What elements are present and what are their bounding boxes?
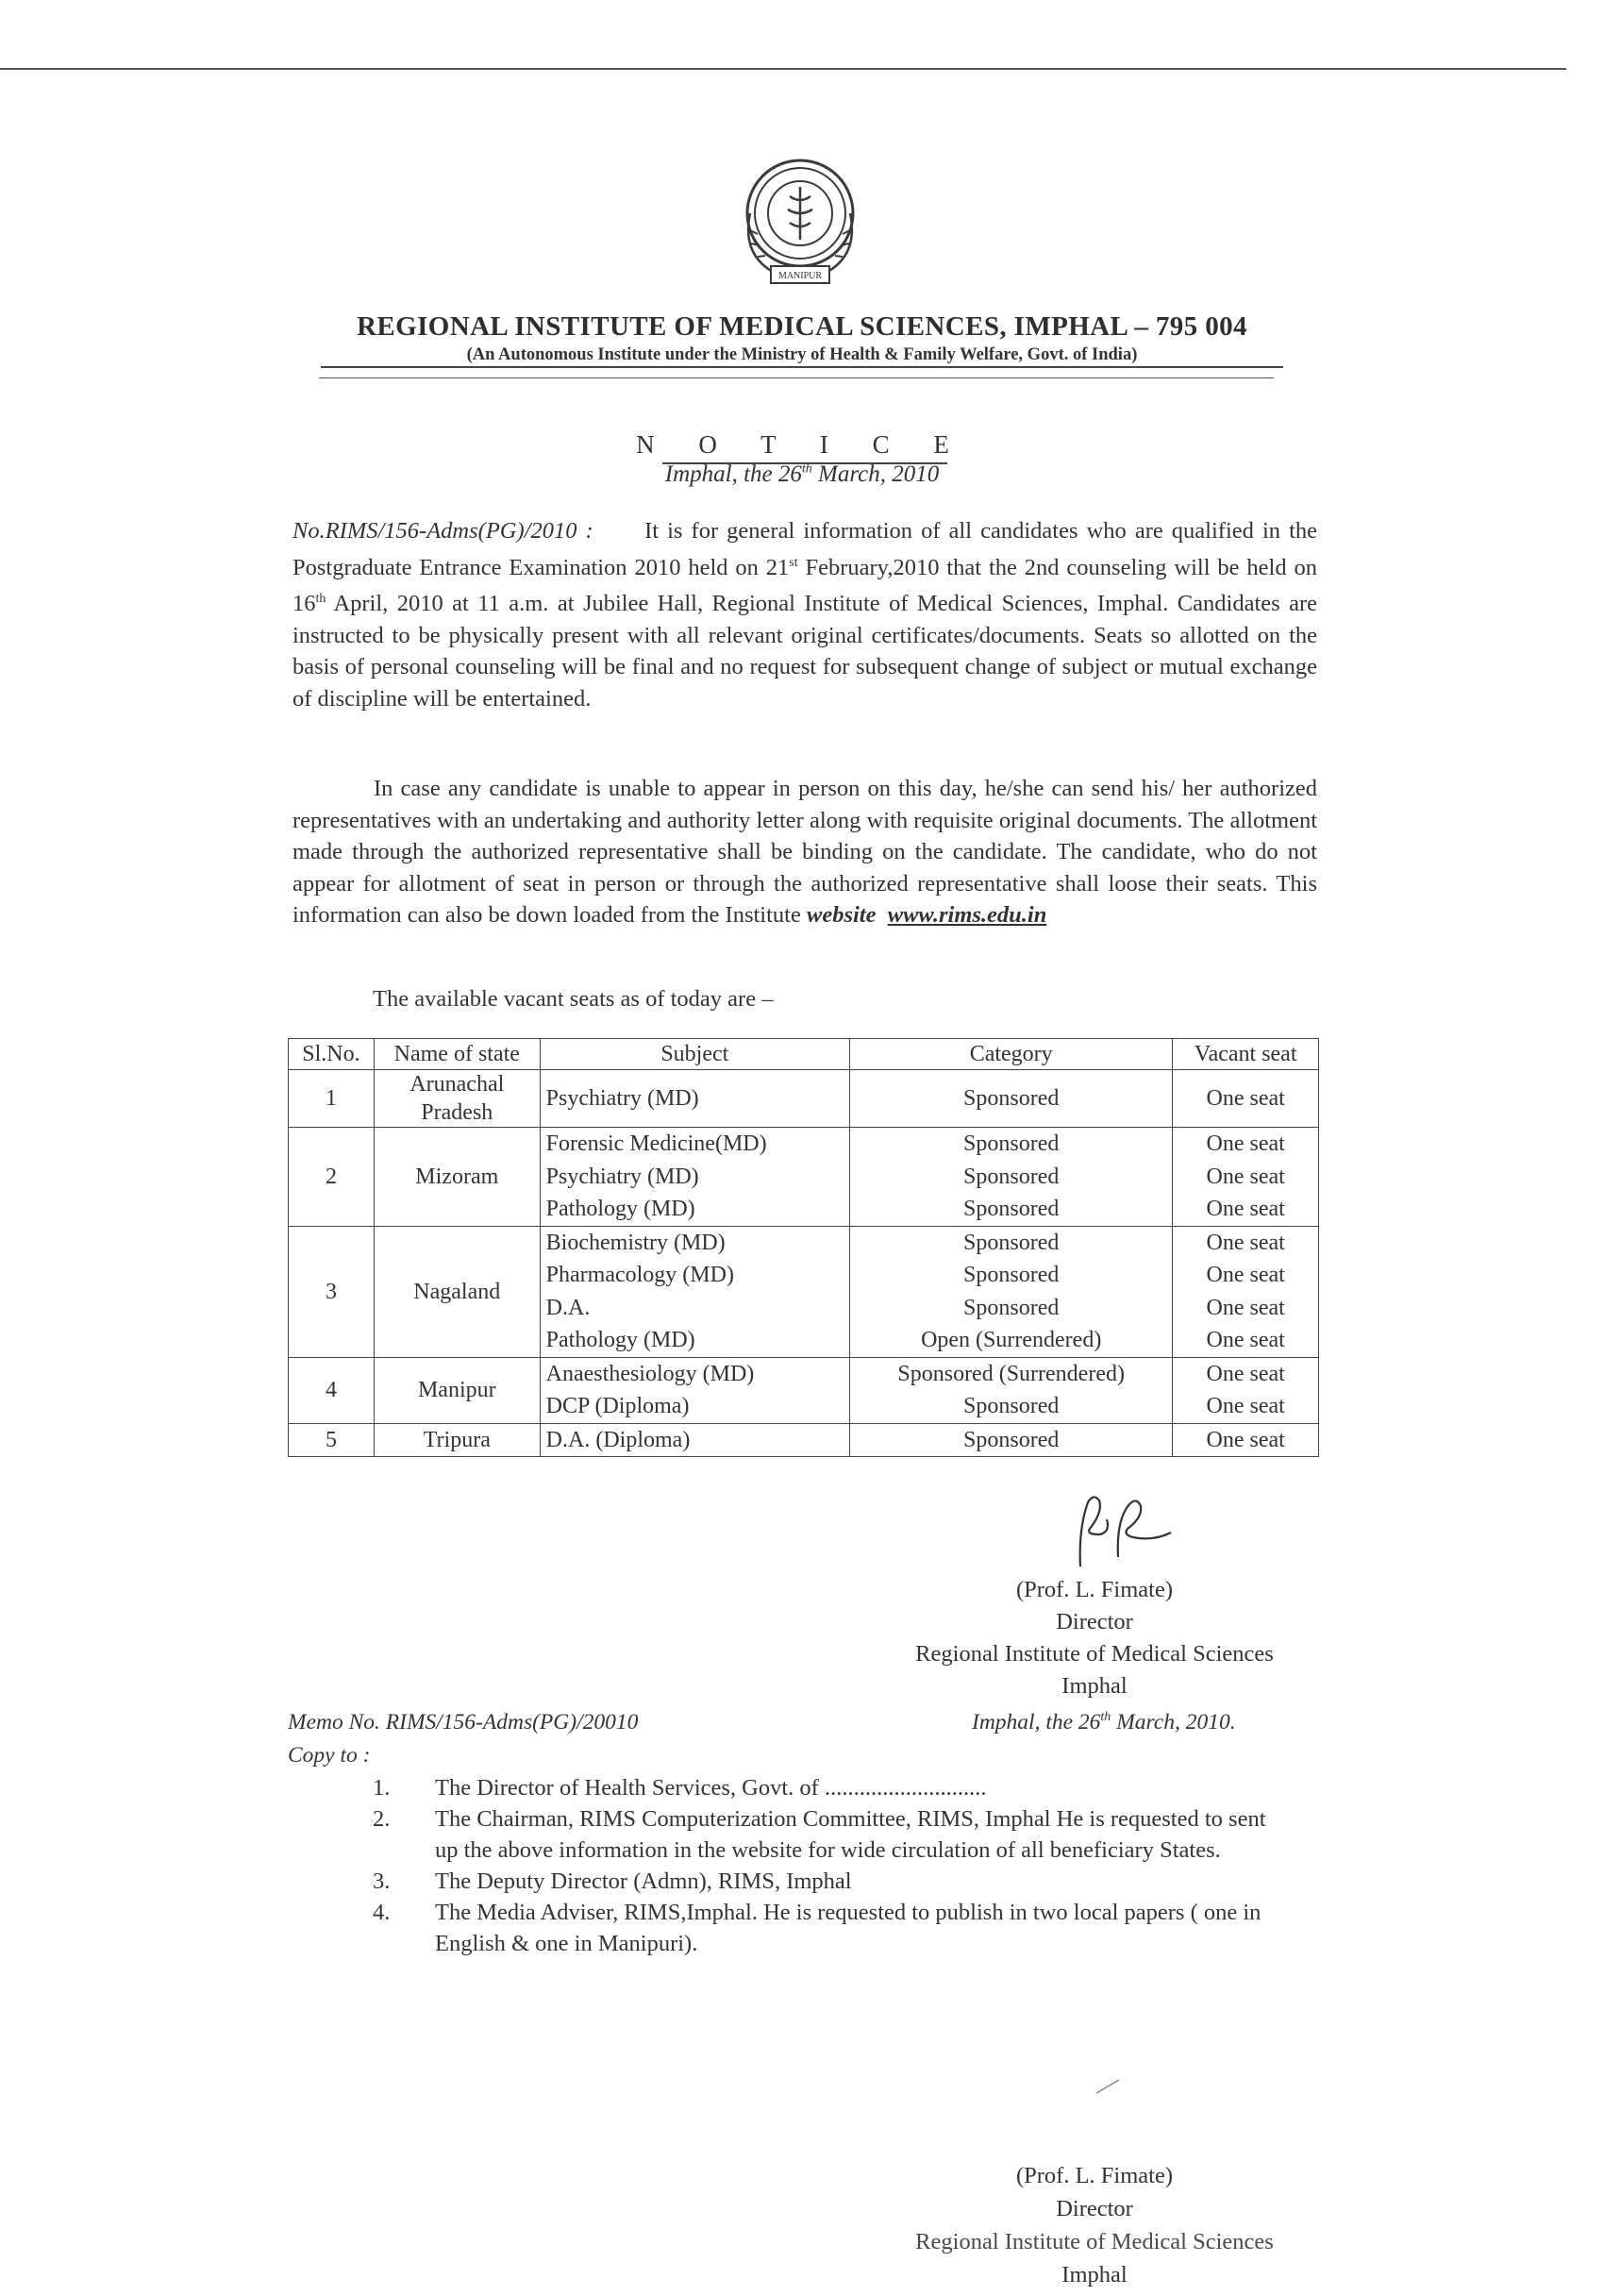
- cell-subject: Forensic Medicine(MD) Psychiatry (MD) Pathology (MD): [540, 1128, 849, 1227]
- header-rule: [319, 377, 1274, 378]
- header-subject: Subject: [540, 1039, 849, 1070]
- cell-category: Sponsored Sponsored Sponsored: [849, 1128, 1172, 1227]
- cell-subject: Biochemistry (MD) Pharmacology (MD) D.A. Pathology (MD): [540, 1226, 849, 1357]
- copy-to-list: [373, 1772, 1269, 1959]
- header-vacant-seat: Vacant seat: [1173, 1039, 1319, 1070]
- notice-date: Imphal, the 26th March, 2010: [664, 461, 940, 487]
- notice-paragraph-1: No.RIMS/156-Adms(PG)/2010 : It is for general information of all candidates who are qualified in the Postgraduate Entrance Examination 2010 held on 21st February,2010 that the 2nd counseling will be held on 16th April, 2010 at 11 a.m. at Jubilee Hall, Regional Institute of Medical Sciences, Imphal. Candidates are instructed to be physically present with all relevant original certificates/documents. Seats so allotted on the basis of personal counseling will be final and no request for subsequent change of subject or mutual exchange of discipline will be entertained.: [292, 518, 1318, 712]
- list-item: 4. The Media Adviser, RIMS,Imphal. He is requested to publish in two local papers ( one in English & one in Manipuri).: [373, 1900, 1261, 1956]
- table-row: [289, 1357, 1319, 1423]
- institute-subtitle: (An Autonomous Institute under the Ministry of Health & Family Welfare, Govt. of India): [321, 345, 1283, 368]
- table-row: [289, 1128, 1319, 1227]
- cell-sl-no: 2: [289, 1128, 375, 1227]
- table-row: [289, 1423, 1319, 1456]
- list-item: 2. The Chairman, RIMS Computerization Committee, RIMS, Imphal He is requested to sent up the above information in the website for wide circulation of all beneficiary States.: [373, 1806, 1266, 1863]
- cell-category: Sponsored: [849, 1070, 1172, 1128]
- cell-sl-no: 3: [289, 1226, 375, 1357]
- signatory-place: Imphal: [1061, 2262, 1128, 2288]
- list-item: 1. The Director of Health Services, Govt. of ............................: [373, 1775, 987, 1801]
- signatory-designation: Director: [1056, 2196, 1133, 2221]
- cell-state: Tripura: [374, 1423, 540, 1456]
- signatory-designation: Director: [1056, 1609, 1133, 1634]
- notice-paragraph-2: In case any candidate is unable to appear in person on this day, he/she can send his/ her authorized representatives with an undertaking and authority letter along with requisite original documents. The allotment made through the authorized representative shall be binding on the candidate. The candidate, who do not appear for allotment of seat in person or through the authorized representative shall loose their seats. This information can also be down loaded from the Institute website www.rims.edu.in: [292, 776, 1317, 928]
- signatory-institute: Regional Institute of Medical Sciences: [915, 2229, 1274, 2254]
- cell-sl-no: 5: [289, 1423, 375, 1456]
- cell-subject: Psychiatry (MD): [540, 1070, 849, 1128]
- signatory-name: (Prof. L. Fimate): [1015, 2163, 1174, 2188]
- notice-title: N O T I C E: [636, 430, 968, 459]
- cell-category: Sponsored (Surrendered) Sponsored: [849, 1357, 1172, 1423]
- table-header-row: [289, 1039, 1319, 1070]
- website-link[interactable]: www.rims.edu.in: [887, 902, 1047, 928]
- signatory-place: Imphal: [1061, 1673, 1128, 1699]
- institute-seal-logo: [731, 155, 869, 296]
- cell-vacant-seat: One seat: [1173, 1070, 1319, 1128]
- svg-text:MANIPUR: MANIPUR: [777, 271, 823, 281]
- cell-subject: D.A. (Diploma): [540, 1423, 849, 1456]
- memo-date: Imphal, the 26th March, 2010.: [972, 1710, 1236, 1735]
- table-row: [289, 1070, 1319, 1128]
- institute-name: REGIONAL INSTITUTE OF MEDICAL SCIENCES, IMPHAL – 795 004: [357, 311, 1247, 342]
- copy-to-label: Copy to :: [288, 1743, 371, 1768]
- cell-sl-no: 4: [289, 1357, 375, 1423]
- cell-sl-no: 1: [289, 1070, 375, 1128]
- cell-vacant-seat: One seat One seat One seat: [1173, 1128, 1319, 1227]
- header-state: Name of state: [374, 1039, 540, 1070]
- vacant-seats-intro: The available vacant seats as of today are –: [373, 986, 774, 1012]
- handwritten-signature: [1061, 1491, 1194, 1576]
- table-row: [289, 1226, 1319, 1357]
- cell-state: Nagaland: [374, 1226, 540, 1357]
- reference-number: No.RIMS/156-Adms(PG)/2010 :: [292, 518, 593, 544]
- cell-vacant-seat: One seat One seat: [1173, 1357, 1319, 1423]
- cell-state: Arunachal Pradesh: [374, 1070, 540, 1128]
- cell-category: Sponsored Sponsored Sponsored Open (Surrendered): [849, 1226, 1172, 1357]
- signature-block-top: [849, 1574, 1340, 1702]
- cell-subject: Anaesthesiology (MD) DCP (Diploma): [540, 1357, 849, 1423]
- signatory-institute: Regional Institute of Medical Sciences: [915, 1641, 1274, 1667]
- cell-state: Mizoram: [374, 1128, 540, 1227]
- memo-reference: Memo No. RIMS/156-Adms(PG)/20010: [288, 1710, 639, 1735]
- cell-vacant-seat: One seat One seat One seat One seat: [1173, 1226, 1319, 1357]
- header-category: Category: [849, 1039, 1172, 1070]
- list-item: 3. The Deputy Director (Admn), RIMS, Imphal: [373, 1869, 852, 1894]
- pen-mark: [1094, 2076, 1123, 2095]
- signatory-name: (Prof. L. Fimate): [1015, 1577, 1174, 1602]
- vacant-seats-table: [288, 1038, 1319, 1457]
- signature-block-bottom: [849, 2159, 1340, 2291]
- cell-state: Manipur: [374, 1357, 540, 1423]
- cell-category: Sponsored: [849, 1423, 1172, 1456]
- top-border-line: [0, 68, 1566, 70]
- header-sl-no: Sl.No.: [289, 1039, 375, 1070]
- cell-vacant-seat: One seat: [1173, 1423, 1319, 1456]
